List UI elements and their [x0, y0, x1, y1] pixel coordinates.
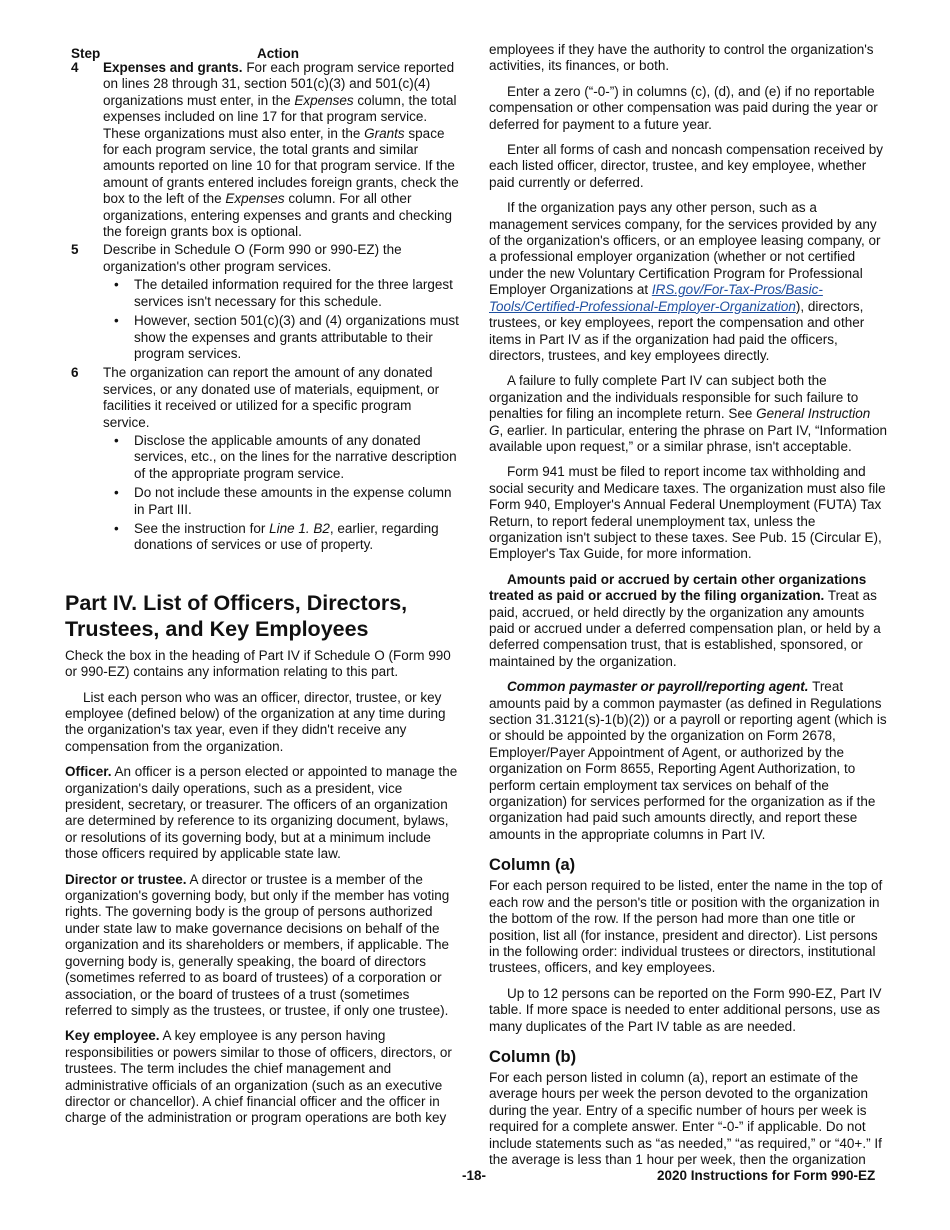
paragraph: Enter a zero (“-0-”) in columns (c), (d), and (e) if no reportable compensation or other compensation was paid during the year or deferred for payment to a future year. [489, 83, 878, 132]
step-text: Describe in Schedule O (Form 990 or 990-EZ) the organization's other program services. [103, 242, 402, 274]
right-column [489, 42, 887, 1177]
paragraph: Form 941 must be filed to report income tax withholding and social security and Medicare taxes. The organization must also file Form 940, Employer's Annual Federal Unemployment (FUTA) Tax Return, to report federal unemployment tax, unless the organization isn't subject to these taxes. See Pub. 15 (Circular E), Employer's Tax Guide, for more information. [489, 464, 886, 562]
paragraph: Amounts paid or accrued by certain other organizations treated as paid or accrued by the filing organization. Treat as paid, accrued, or held directly by the organization any amounts paid or accrued under a deferred compensation plan, or held by a deferred compensation trust, that is established, sponsored, or maintained by the organization. [489, 571, 881, 669]
paragraph: For each person listed in column (a), report an estimate of the average hours per week the person devoted to the organization during the year. Entry of a specific number of hours per week is required for a complete answer. Enter “-0-” if applicable. Do not include statements such as “as needed,” “as required,” or “40+.” If the average is less than 1 hour per week, then the organization [489, 1069, 882, 1167]
column-b-heading: Column (b) [489, 1047, 577, 1066]
bullet-icon: • [114, 432, 119, 448]
step-number: 5 [71, 242, 79, 258]
paragraph: employees if they have the authority to control the organization's activities, its finances, or both. [489, 42, 874, 74]
step-text: Expenses and grants. For each program service reported on lines 28 through 31, section 501(c)(3) and 501(c)(4) organizations must enter, in the Expenses column, the total expenses included on line 17 for that program service. These organizations must also enter, in the Grants space for each program service, the total grants and similar amounts reported on line 10 for that program service. If the amount of grants entered includes foreign grants, check the box to the left of the Expenses column. For all other organizations, entering expenses and grants and checking the foreign grants box is optional. [103, 60, 459, 240]
paragraph: For each person required to be listed, enter the name in the top of each row and the person's title or position with the organization in the bottom of the row. If the person had more than one title or position, list all (for instance, president and director). List persons in the following order: individual trustees or directors, institutional trustees, officers, and key employees. [489, 878, 883, 976]
document-title: 2020 Instructions for Form 990-EZ [657, 1168, 876, 1183]
part-iv-intro: Check the box in the heading of Part IV if Schedule O (Form 990 or 990-EZ) contains any information relating to this part. [65, 647, 451, 680]
officer-definition: Officer. An officer is a person elected or appointed to manage the organization's daily operations, such as a president, vice president, secretary, or treasurer. The officers of an organization are determined by reference to its organizing document, bylaws, or resolutions of its governing body, but at a minimum include those officers required by applicable state law. [65, 764, 458, 862]
step-number: 4 [71, 60, 79, 75]
bullet-icon: • [114, 277, 119, 293]
step-number: 6 [71, 365, 79, 381]
step-text: The organization can report the amount of any donated services, or any donated use of materials, equipment, or facilities it received or utilized for a specific program service. [103, 365, 440, 430]
bullet-item: • Disclose the applicable amounts of any donated services, etc., on the lines for the narrative description of the appropriate program service. [114, 432, 457, 481]
director-definition: Director or trustee. A director or trustee is a member of the organization's governing body, but only if the member has voting rights. The governing body is the group of persons authorized under state law to make governance decisions on behalf of the organization and its shareholders or members, if applicable. The governing body is, generally speaking, the board of directors (sometimes referred to as board of trustees) of a corporation or association, or the board of trustees of a trust (sometimes referred to simply as the trustees, or trustee, if only one trustee). [65, 871, 450, 1018]
bullet-item: • See the instruction for Line 1. B2, earlier, regarding donations of services or use of property. [114, 520, 439, 553]
paragraph: A failure to fully complete Part IV can subject both the organization and the individuals responsible for such failure to penalties for filing an incomplete return. See General Instruction G, earlier. In particular, entering the phrase on Part IV, “Information available upon request,” or a similar phrase, isn't acceptable. [489, 373, 887, 454]
paragraph: Enter all forms of cash and noncash compensation received by each listed officer, director, trustee, and key employee, whether paid currently or deferred. [489, 142, 883, 190]
peo-certification-link[interactable]: IRS.gov/For-Tax-Pros/Basic-Tools/Certified-Professional-Employer-Organization [489, 282, 823, 314]
page-number: -18- [462, 1168, 487, 1183]
part-iv-list-instructions: List each person who was an officer, director, trustee, or key employee (defined below) of the organization at any time during the organization's tax year, even if they didn't receive any compensation from the organization. [65, 689, 446, 754]
bullet-icon: • [114, 520, 119, 536]
step-header-label: Step [71, 46, 101, 61]
bullet-icon: • [114, 313, 119, 329]
paragraph: If the organization pays any other person, such as a management services company, for the services provided by any of the organization's officers, or an employee leasing company, or a professional employer organization (whether or not certified under the new Voluntary Certification Program for Professional Employer Organizations at IRS.gov/For-Tax-Pros/Basic-Tools/Certified-Professional-Employer-Organization), directors, trustees, or key employees, report the compensation and other items in Part IV as if the organization had paid the officers, directors, trustees, and key employees directly. [489, 200, 881, 363]
left-column [65, 42, 460, 1136]
bullet-item: • Do not include these amounts in the expense column in Part III. [114, 485, 452, 517]
column-a-heading: Column (a) [489, 856, 576, 875]
key-employee-definition: Key employee. A key employee is any person having responsibilities or powers similar to those of officers, directors, or trustees. The term includes the chief management and administrative officials of an organization (such as an executive director or chancellor). A chief financial officer and the officer in charge of the administration or program operations are both key [65, 1028, 452, 1126]
step-table-header [65, 42, 460, 60]
bullet-icon: • [114, 485, 119, 501]
step-4 [65, 60, 460, 240]
paragraph: Common paymaster or payroll/reporting agent. Treat amounts paid by a common paymaster (as defined in Regulations section 31.3121(s)-1(b)(2)) or a payroll or reporting agent (which is or should be appointed by the organization on Form 2678, Employer/Payer Appointment of Agent, or authorized by the organization on Form 8655, Reporting Agent Authorization, to perform certain employment tax services on behalf of the organization) for services performed for the organization as if the organization had paid such amounts directly, and report these amounts in the appropriate columns in Part IV. [489, 679, 887, 842]
bullet-item: • The detailed information required for the three largest services isn't necessary for this schedule. [114, 277, 453, 309]
bullet-item: • However, section 501(c)(3) and (4) organizations must show the expenses and grants attributable to their program services. [114, 313, 459, 361]
paragraph: Up to 12 persons can be reported on the Form 990-EZ, Part IV table. If more space is needed to enter additional persons, use as many duplicates of the Part IV table as are needed. [489, 985, 882, 1034]
step-6 [65, 365, 460, 553]
part-iv-heading: Part IV. List of Officers, Directors, Trustees, and Key Employees [65, 590, 408, 641]
step-5 [65, 242, 460, 362]
action-header-label: Action [257, 46, 299, 61]
